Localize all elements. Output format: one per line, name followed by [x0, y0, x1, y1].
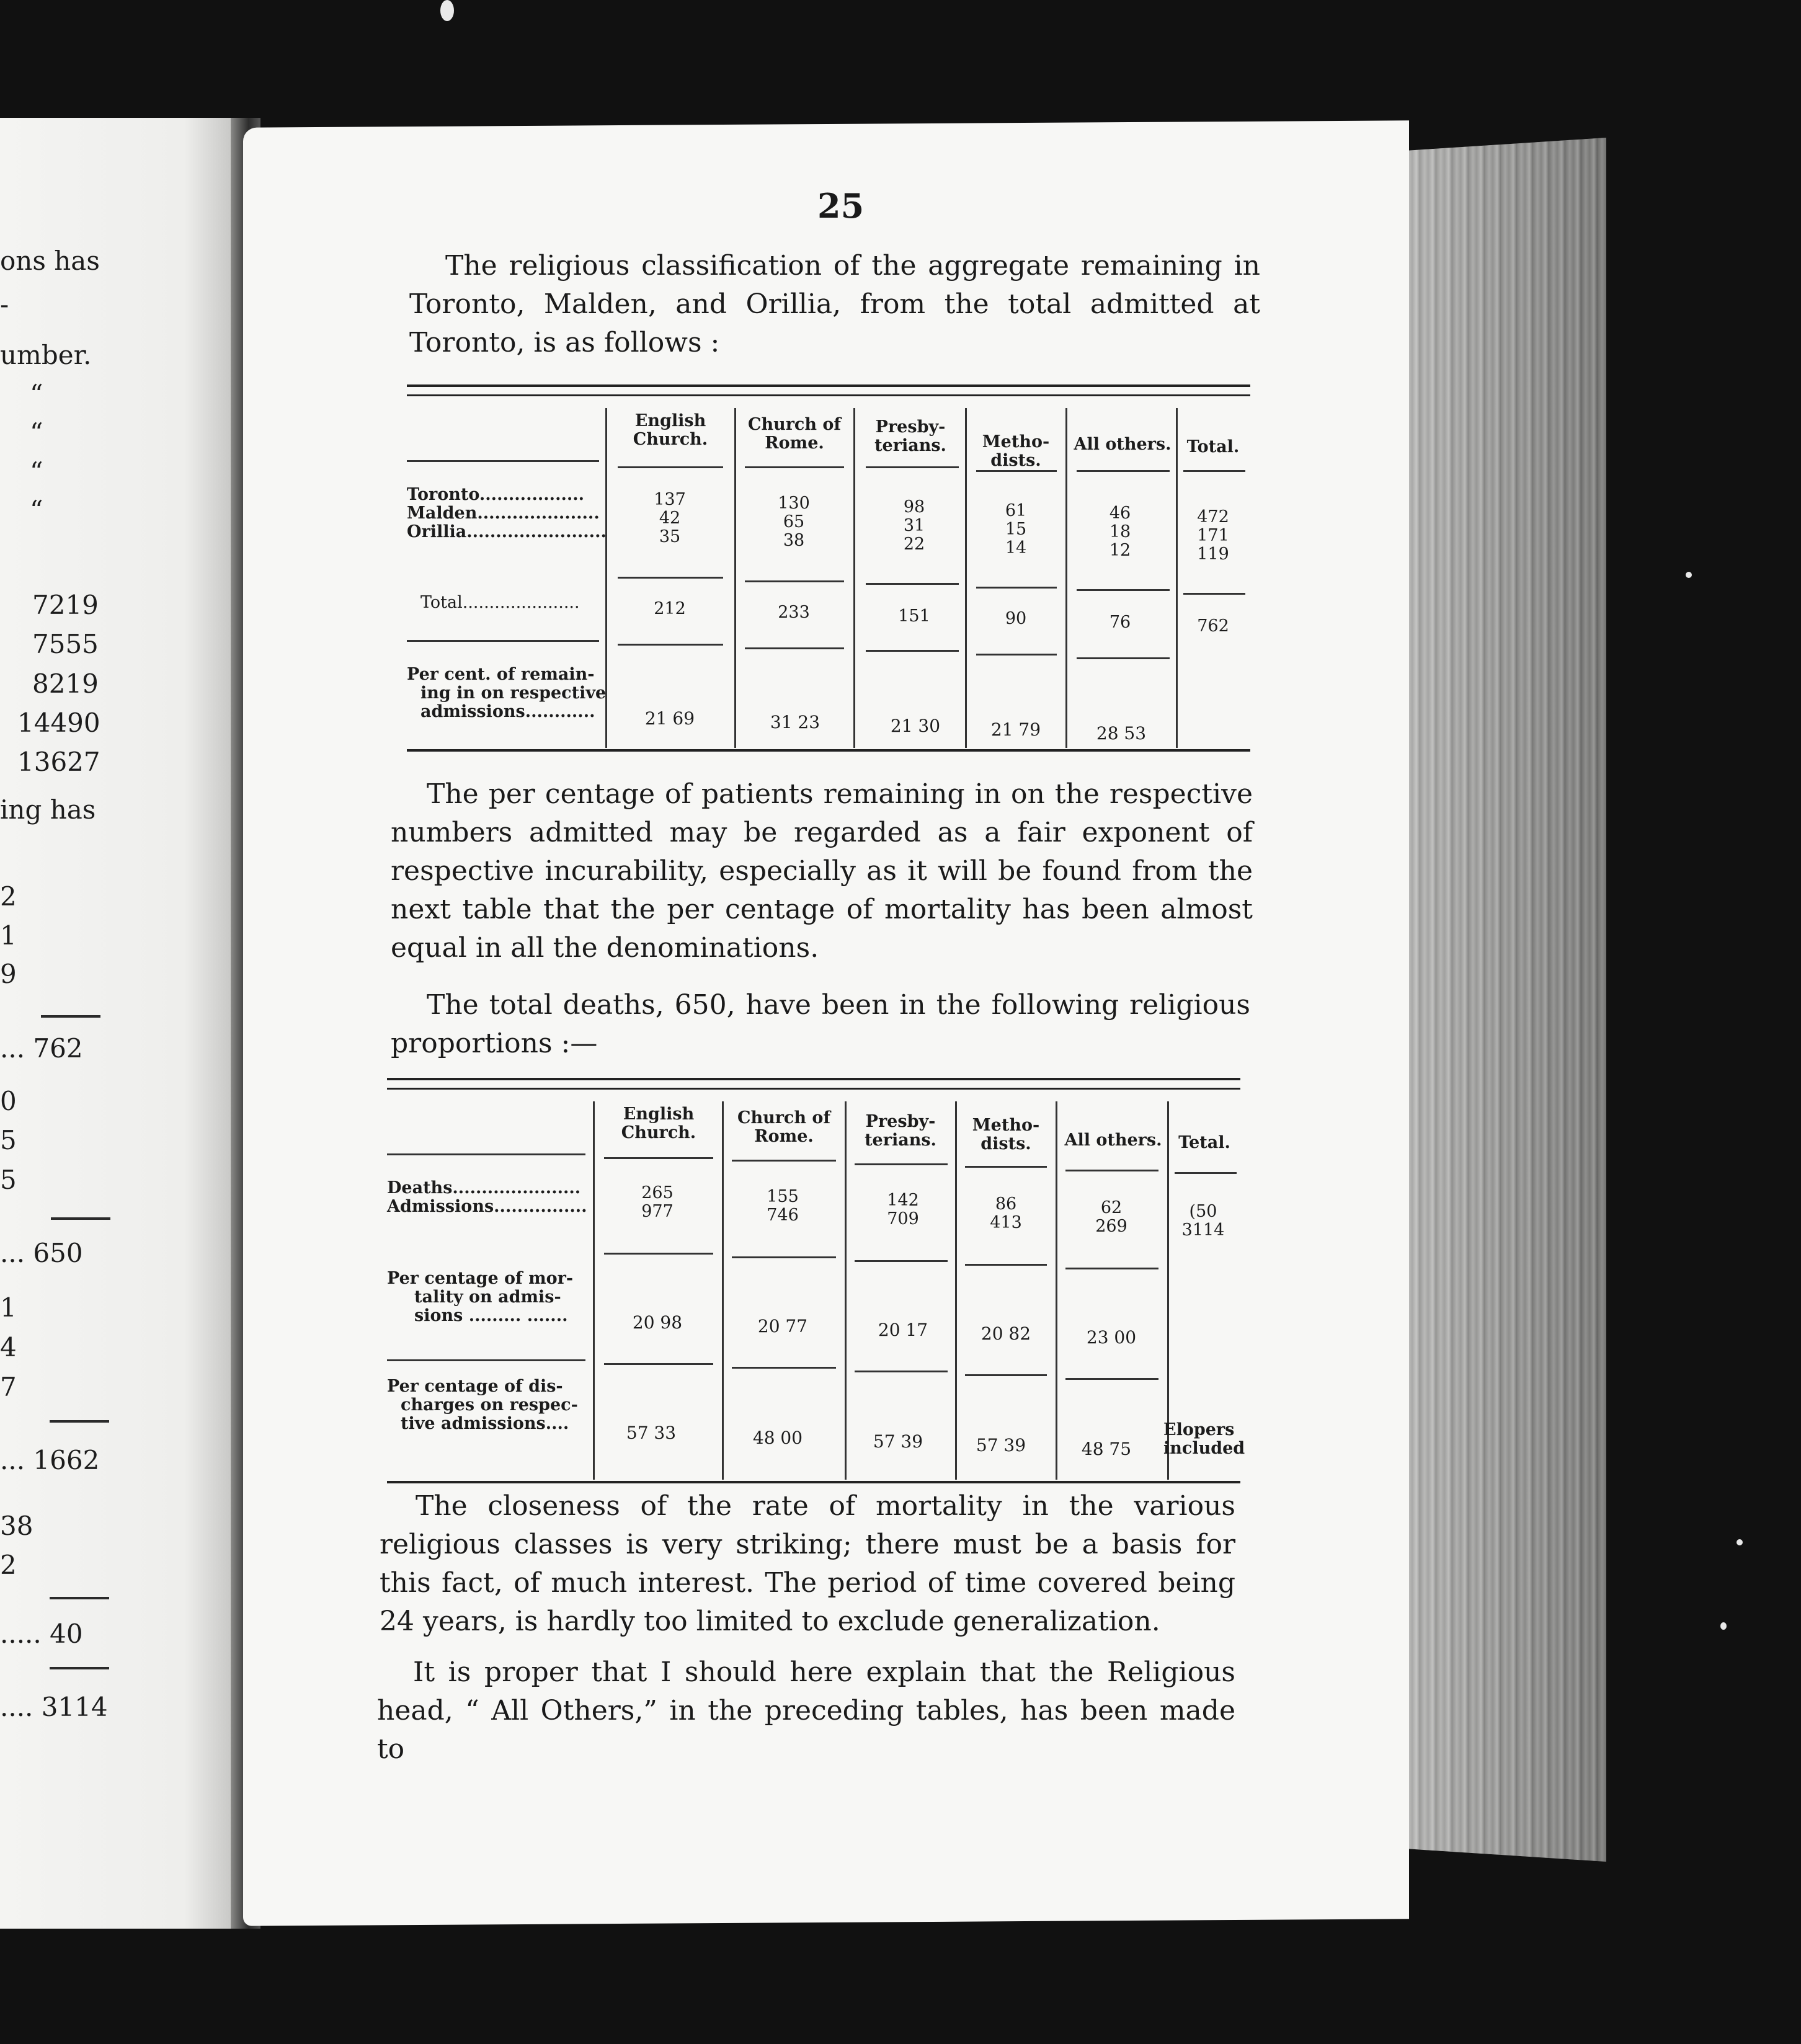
col-header-church-of-rome: Church of Rome.: [737, 1108, 831, 1146]
row-label-mortality: Per centage of mor-: [387, 1269, 574, 1288]
column-rule: [845, 1101, 847, 1480]
left-fragment: ing has: [0, 794, 96, 825]
header-rule: [1183, 470, 1245, 472]
row-rule: [855, 1260, 948, 1262]
cell: 137: [654, 490, 686, 509]
left-digit: 5: [0, 1125, 17, 1155]
left-fragment: ons has: [0, 246, 100, 276]
left-digit: 5: [0, 1165, 17, 1195]
row-rule: [618, 644, 723, 646]
left-digit: 1: [0, 920, 17, 951]
left-total: ..... 40: [0, 1619, 83, 1649]
elopers-note: included: [1163, 1439, 1245, 1458]
paragraph-text: The per centage of patients remaining in on the respective numbers admitted may be regarded as a fair exponent of respective incurability, especially as it will be found from the next table that the per centage of mortality has been almost equal in all the denominations.: [391, 778, 1253, 964]
discharge-cell: 48 75: [1081, 1439, 1132, 1459]
dust-speck: [1720, 1622, 1727, 1630]
header-rule: [855, 1163, 948, 1165]
cell: 65: [783, 512, 805, 531]
dust-speck: [1737, 1539, 1743, 1545]
cell: 35: [659, 527, 681, 546]
row-label-toronto: Toronto..................: [407, 485, 585, 504]
left-total: ... 1662: [0, 1445, 100, 1475]
col-header-english-church: English Church.: [633, 411, 708, 449]
row-label-discharges: charges on respec-: [401, 1395, 578, 1415]
paragraph-closeness: [380, 1487, 1235, 1641]
row-label-orillia: Orillia........................: [407, 522, 607, 541]
row-label-admissions: Admissions................: [387, 1197, 587, 1216]
total-cell: 76: [1109, 613, 1131, 632]
cell: 62: [1100, 1198, 1123, 1217]
mortality-cell: 20 98: [632, 1312, 683, 1333]
row-rule: [855, 1371, 948, 1372]
cell: 14: [1005, 538, 1027, 558]
left-digit: 1: [0, 1292, 17, 1323]
total-cell: 151: [898, 607, 930, 626]
sum-rule: [976, 587, 1057, 589]
cell: 42: [659, 509, 681, 528]
row-rule: [965, 1374, 1047, 1376]
header-rule: [604, 1157, 713, 1159]
col-header-total: Tetal.: [1178, 1133, 1230, 1152]
row-label-discharges: Per centage of dis-: [387, 1377, 563, 1396]
total-cell: 762: [1197, 616, 1229, 636]
paragraph-incurability: [391, 775, 1253, 967]
cell: 130: [778, 494, 810, 513]
left-rule: [50, 1667, 109, 1669]
cell: (50: [1189, 1202, 1217, 1221]
total-cell: 212: [654, 599, 686, 618]
left-rule: [41, 1015, 100, 1018]
row-rule: [604, 1363, 713, 1365]
header-rule: [866, 466, 959, 468]
header-rule: [1065, 1170, 1158, 1171]
header-rule: [387, 1153, 585, 1155]
row-label-mortality: sions ......... .......: [414, 1306, 568, 1325]
row-rule: [745, 647, 844, 649]
total-cell: 90: [1005, 609, 1027, 628]
row-rule: [732, 1256, 836, 1258]
percent-cell: 21 69: [644, 708, 695, 729]
paragraph-text: It is proper that I should here explain that the Religious head, “ All Others,” in the preceding tables, has been made to: [377, 1656, 1235, 1765]
cell: 746: [767, 1206, 799, 1225]
col-header-total: Total.: [1186, 437, 1240, 456]
mortality-cell: 23 00: [1086, 1327, 1137, 1348]
cell: 119: [1197, 544, 1229, 564]
row-rule: [732, 1367, 836, 1369]
row-rule: [1065, 1268, 1158, 1269]
cell: 38: [783, 531, 805, 550]
paragraph-total-deaths: [391, 986, 1250, 1063]
percent-cell: 21 30: [890, 716, 941, 736]
ditto-mark: “: [30, 456, 43, 487]
religion-remaining-table: [407, 384, 1250, 769]
row-rule: [1077, 657, 1170, 659]
cell: 46: [1109, 504, 1131, 523]
left-number: 7219: [32, 590, 99, 620]
sum-rule: [745, 580, 844, 582]
left-digit: 4: [0, 1332, 17, 1362]
dust-speck: [440, 0, 454, 21]
mortality-cell: 20 82: [981, 1323, 1031, 1344]
left-rule: [50, 1420, 109, 1423]
header-rule: [407, 460, 599, 462]
mortality-cell: 20 17: [878, 1320, 928, 1340]
column-rule: [1056, 1101, 1057, 1480]
cell: 413: [990, 1213, 1022, 1232]
left-digit: 2: [0, 1550, 17, 1580]
col-header-all-others: All others.: [1064, 1131, 1162, 1150]
cell: 15: [1005, 520, 1027, 539]
mortality-cell: 20 77: [757, 1316, 808, 1336]
row-label-total: Total......................: [420, 593, 580, 612]
row-label-discharges: tive admissions....: [401, 1414, 569, 1433]
discharge-cell: 57 33: [626, 1423, 677, 1443]
ditto-mark: “: [30, 417, 43, 448]
left-number: 7555: [32, 629, 99, 659]
sum-rule: [1077, 589, 1170, 591]
col-header-english-church: English Church.: [621, 1104, 696, 1142]
table-top-rule: [407, 384, 1250, 396]
sum-rule: [1183, 593, 1245, 595]
cell: 171: [1197, 526, 1229, 545]
sum-rule: [618, 577, 723, 579]
discharge-cell: 57 39: [873, 1431, 923, 1452]
left-digit: 9: [0, 959, 17, 989]
left-total: .... 3114: [0, 1692, 108, 1722]
cell: 472: [1197, 507, 1229, 527]
table-bottom-rule: [407, 749, 1250, 752]
row-label-percent: Per cent. of remain-: [407, 665, 595, 684]
left-rule: [51, 1217, 110, 1220]
col-header-methodists: Metho-dists.: [982, 432, 1050, 470]
paragraph-all-others: [377, 1653, 1235, 1769]
cell: 12: [1109, 541, 1131, 560]
cell: 142: [887, 1191, 919, 1210]
left-number: 13627: [17, 747, 100, 777]
left-total: ... 650: [0, 1238, 83, 1268]
cell: 269: [1095, 1217, 1127, 1236]
intro-paragraph: [409, 247, 1260, 362]
cell: 977: [641, 1202, 674, 1221]
cell: 265: [641, 1183, 674, 1202]
row-rule: [866, 650, 959, 652]
column-rule: [853, 408, 855, 748]
row-rule: [604, 1253, 713, 1255]
col-header-presbyterians: Presby-terians.: [865, 1112, 936, 1150]
header-rule: [1077, 470, 1170, 472]
header-rule: [732, 1160, 836, 1162]
left-rule: [50, 1597, 109, 1599]
discharge-cell: 48 00: [752, 1428, 803, 1448]
percent-cell: 21 79: [990, 719, 1041, 740]
cell: 61: [1005, 501, 1027, 520]
col-header-methodists: Metho-dists.: [972, 1116, 1040, 1153]
left-digit: 7: [0, 1372, 17, 1402]
religion-deaths-table: [387, 1078, 1245, 1500]
cell: 3114: [1181, 1220, 1225, 1240]
cell: 98: [903, 497, 925, 517]
cell: 155: [767, 1187, 799, 1206]
left-number: 8219: [32, 669, 99, 699]
elopers-note: Elopers: [1163, 1420, 1235, 1439]
left-number: 14490: [17, 708, 100, 738]
col-header-presbyterians: Presby-terians.: [874, 417, 946, 455]
left-digit: 2: [0, 881, 17, 912]
intro-text: The religious classification of the aggregate remaining in Toronto, Malden, and Orillia, from the total admitted at Toronto, is as follows :: [409, 250, 1260, 358]
dust-speck: [1686, 572, 1692, 578]
page-number: 25: [817, 186, 865, 226]
table-bottom-rule: [387, 1481, 1240, 1483]
row-label-percent: admissions............: [420, 702, 595, 721]
table-top-rule: [387, 1078, 1240, 1090]
sum-rule: [866, 583, 959, 585]
left-digit: 0: [0, 1086, 17, 1116]
row-rule: [965, 1264, 1047, 1266]
total-cell: 233: [778, 603, 810, 622]
header-rule: [1175, 1172, 1237, 1174]
discharge-cell: 57 39: [976, 1435, 1026, 1455]
paragraph-text: The closeness of the rate of mortality in the various religious classes is very striking; there must be a basis for this fact, of much interest. The period of time covered being 24 years, is hardly too limited to exclude generalization.: [380, 1490, 1235, 1637]
row-rule: [1065, 1378, 1158, 1380]
column-rule: [593, 1101, 595, 1480]
row-rule: [407, 640, 599, 642]
row-label-deaths: Deaths......................: [387, 1178, 581, 1198]
col-header-all-others: All others.: [1074, 435, 1172, 454]
row-label-malden: Malden.....................: [407, 504, 600, 523]
paragraph-text: The total deaths, 650, have been in the following religious proportions :—: [391, 989, 1250, 1059]
cell: 709: [887, 1209, 919, 1229]
cell: 18: [1109, 522, 1131, 541]
column-rule: [1065, 408, 1067, 748]
ditto-mark: “: [30, 495, 43, 525]
left-fragment: -: [0, 289, 9, 319]
percent-cell: 31 23: [770, 712, 820, 732]
column-rule: [1176, 408, 1178, 748]
column-rule: [965, 408, 967, 748]
percent-cell: 28 53: [1096, 723, 1147, 744]
left-digit: 38: [0, 1511, 33, 1541]
row-label-percent: ing in on respective: [420, 683, 607, 703]
ditto-mark: “: [30, 379, 43, 409]
row-rule: [976, 654, 1057, 655]
column-rule: [955, 1101, 957, 1480]
cell: 86: [995, 1194, 1017, 1214]
left-total: ... 762: [0, 1033, 83, 1064]
header-rule: [745, 466, 844, 468]
cell: 22: [903, 535, 925, 554]
row-rule: [387, 1359, 585, 1361]
left-fragment: umber.: [0, 340, 92, 370]
col-header-church-of-rome: Church of Rome.: [747, 415, 842, 453]
column-rule: [734, 408, 736, 748]
column-rule: [722, 1101, 724, 1480]
header-rule: [618, 466, 723, 468]
row-label-mortality: tality on admis-: [414, 1287, 561, 1307]
header-rule: [976, 470, 1057, 472]
header-rule: [965, 1166, 1047, 1168]
cell: 31: [903, 516, 925, 535]
